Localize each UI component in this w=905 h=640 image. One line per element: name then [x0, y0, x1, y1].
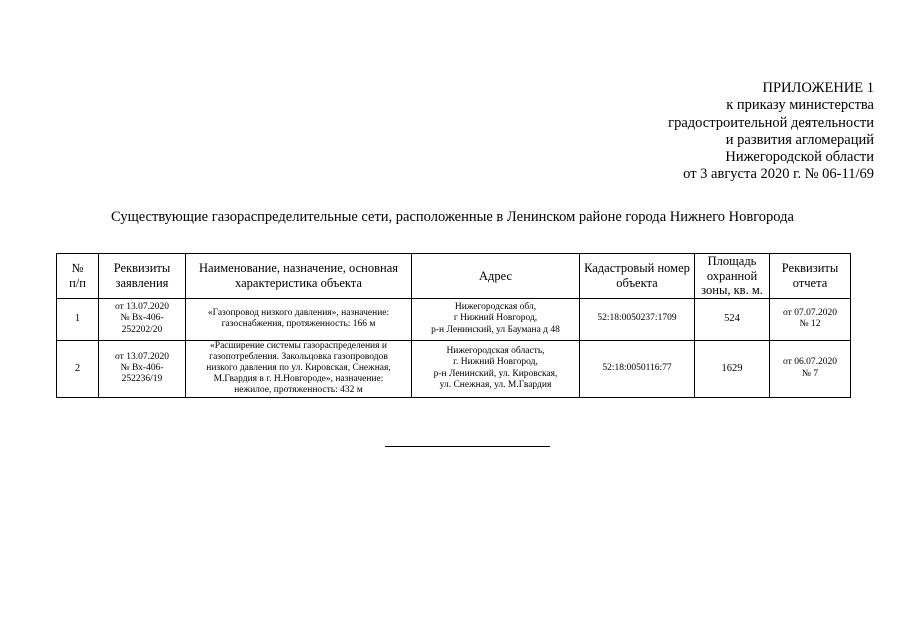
cell-object-name: «Расширение системы газораспределения и газопотребления. Закольцовка газопроводов низкого давления по ул. Кировская, Снежная, М.Гвардия в г. Н.Новгороде», назначение: нежилое, протяженность: 432 м: [186, 340, 412, 397]
gas-network-table: [56, 253, 851, 398]
cell-number: 1: [57, 298, 99, 340]
cell-area: 1629: [695, 340, 770, 397]
cell-request: от 13.07.2020 № Вх-406- 252202/20: [99, 298, 186, 340]
appendix-line: к приказу министерства: [726, 97, 874, 114]
cell-number: 2: [57, 340, 99, 397]
appendix-line: градостроительной деятельности: [668, 114, 874, 131]
header-request-details: Реквизиты заявления: [99, 254, 186, 299]
table-row: [57, 298, 851, 340]
cell-area: 524: [695, 298, 770, 340]
cell-cadastral: 52:18:0050237:1709: [580, 298, 695, 340]
cell-report: от 07.07.2020 № 12: [770, 298, 851, 340]
cell-report: от 06.07.2020 № 7: [770, 340, 851, 397]
cell-address: Нижегородская обл, г Нижний Новгород, р-н Ленинский, ул Баумана д 48: [412, 298, 580, 340]
appendix-line: ПРИЛОЖЕНИЕ 1: [762, 80, 874, 96]
cell-request: от 13.07.2020 № Вх-406- 252236/19: [99, 340, 186, 397]
header-address: Адрес: [412, 254, 580, 299]
header-object-description: Наименование, назначение, основная характеристика объекта: [186, 254, 412, 299]
header-cadastral-number: Кадастровый номер объекта: [580, 254, 695, 299]
document-title: Существующие газораспределительные сети, расположенные в Ленинском районе города Нижнего Новгорода: [111, 209, 794, 225]
appendix-line: от 3 августа 2020 г. № 06-11/69: [683, 166, 874, 183]
appendix-line: Нижегородской области: [725, 149, 874, 166]
cell-address: Нижегородская область, г. Нижний Новгород, р-н Ленинский, ул. Кировская, ул. Снежная, ул. М.Гвардия: [412, 340, 580, 397]
cell-cadastral: 52:18:0050116:77: [580, 340, 695, 397]
table-row: [57, 340, 851, 397]
table-header-row: [57, 254, 851, 299]
appendix-header: [668, 80, 874, 184]
closing-rule-divider: [385, 446, 550, 447]
header-report-details: Реквизиты отчета: [770, 254, 851, 299]
appendix-line: и развития агломераций: [725, 131, 874, 148]
header-number: № п/п: [57, 254, 99, 299]
header-protection-zone-area: Площадь охранной зоны, кв. м.: [695, 254, 770, 299]
cell-object-name: «Газопровод низкого давления», назначение: газоснабжения, протяженность: 166 м: [186, 298, 412, 340]
